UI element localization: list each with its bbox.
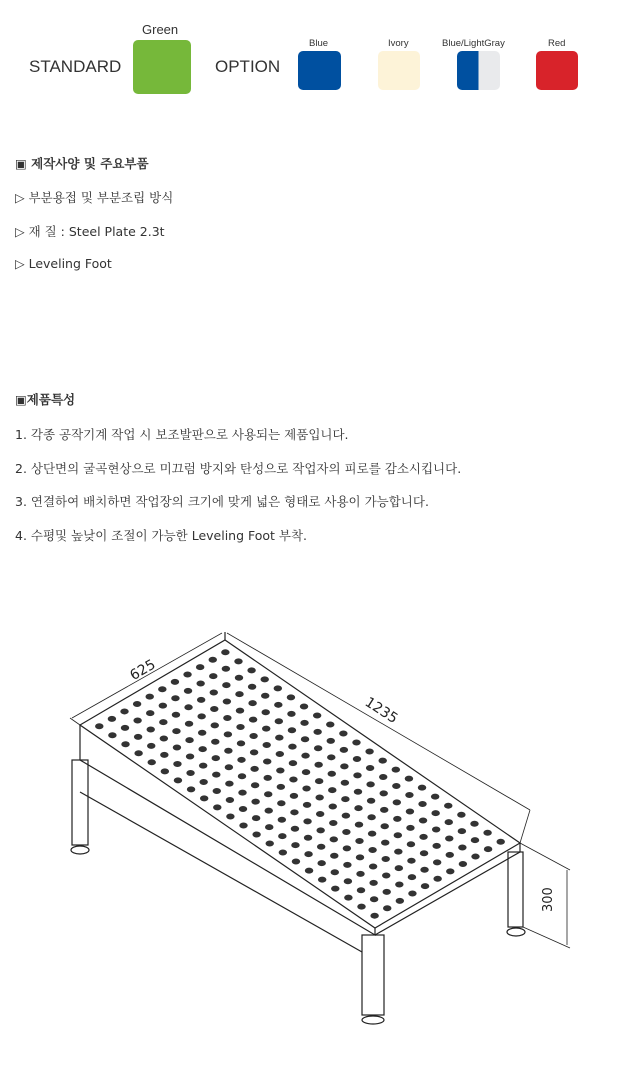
hole xyxy=(235,675,243,681)
hole xyxy=(121,725,129,731)
height-dimension: 300 xyxy=(541,887,556,912)
hole xyxy=(457,812,465,818)
hole xyxy=(343,845,351,851)
hole xyxy=(327,754,335,760)
hole xyxy=(394,832,402,838)
option-label: OPTION xyxy=(215,57,281,76)
hole-grid xyxy=(95,649,505,918)
hole xyxy=(223,715,231,721)
hole xyxy=(340,747,348,753)
hole xyxy=(470,821,478,827)
blue-lightgray-swatch xyxy=(457,51,500,90)
hole xyxy=(380,807,388,813)
hole xyxy=(381,840,389,846)
hole xyxy=(369,863,377,869)
hole xyxy=(318,877,326,883)
hole xyxy=(248,684,256,690)
hole xyxy=(328,771,336,777)
hole xyxy=(290,793,298,799)
hole xyxy=(394,849,402,855)
hole xyxy=(301,753,309,759)
hole xyxy=(248,700,256,706)
hole xyxy=(303,802,311,808)
hole xyxy=(382,872,390,878)
hole xyxy=(249,733,257,739)
hole xyxy=(210,706,218,712)
hole xyxy=(263,742,271,748)
hole xyxy=(134,750,142,756)
hole xyxy=(235,691,243,697)
hole xyxy=(369,880,377,886)
blue-label: Blue xyxy=(309,38,329,49)
hole xyxy=(344,895,352,901)
hole xyxy=(172,728,180,734)
hole xyxy=(313,729,321,735)
hole xyxy=(147,726,155,732)
hole xyxy=(288,727,296,733)
hole xyxy=(420,867,428,873)
hole xyxy=(266,841,274,847)
hole xyxy=(161,768,169,774)
hole xyxy=(172,712,180,718)
hole xyxy=(236,708,244,714)
leveling-foot xyxy=(507,928,525,936)
hole xyxy=(343,862,351,868)
hole xyxy=(184,704,192,710)
feature-item: 4. 수평및 높낮이 조절이 가능한 Leveling Foot 부착. xyxy=(15,528,308,543)
hole xyxy=(211,739,219,745)
hole xyxy=(199,779,207,785)
hole xyxy=(275,735,283,741)
hole xyxy=(300,703,308,709)
hole xyxy=(317,860,325,866)
hole xyxy=(302,769,310,775)
hole xyxy=(276,751,284,757)
hole xyxy=(251,782,259,788)
hole xyxy=(458,845,466,851)
hole xyxy=(342,813,350,819)
hole xyxy=(326,721,334,727)
hole xyxy=(226,813,234,819)
hole xyxy=(209,673,217,679)
hole xyxy=(484,846,492,852)
hole xyxy=(392,767,400,773)
hole xyxy=(274,685,282,691)
hole xyxy=(237,740,245,746)
hole xyxy=(329,804,337,810)
hole xyxy=(382,856,390,862)
hole xyxy=(314,762,322,768)
features-title: ▣제품특성 xyxy=(15,392,76,407)
hole xyxy=(314,745,322,751)
hole xyxy=(302,786,310,792)
hole xyxy=(249,717,257,723)
hole xyxy=(291,826,299,832)
hole xyxy=(315,795,323,801)
hole xyxy=(278,833,286,839)
hole xyxy=(197,697,205,703)
hole xyxy=(213,788,221,794)
hole xyxy=(288,744,296,750)
spec-title: ▣ 제작사양 및 주요부품 xyxy=(15,156,149,171)
hole xyxy=(370,896,378,902)
hole xyxy=(225,781,233,787)
hole xyxy=(419,834,427,840)
hole xyxy=(263,758,271,764)
hole xyxy=(368,831,376,837)
hole xyxy=(419,817,427,823)
hole xyxy=(209,657,217,663)
hole xyxy=(239,822,247,828)
hole xyxy=(418,801,426,807)
hole xyxy=(316,811,324,817)
hole xyxy=(133,717,141,723)
hole xyxy=(357,887,365,893)
hole xyxy=(459,861,467,867)
hole xyxy=(301,736,309,742)
green-label: Green xyxy=(142,22,179,37)
hole xyxy=(264,791,272,797)
hole xyxy=(224,731,232,737)
hole xyxy=(247,667,255,673)
hole xyxy=(262,726,270,732)
hole xyxy=(238,790,246,796)
hole xyxy=(158,686,166,692)
hole xyxy=(395,865,403,871)
hole xyxy=(421,883,429,889)
hole xyxy=(148,759,156,765)
hole xyxy=(237,757,245,763)
hole xyxy=(317,844,325,850)
hole xyxy=(277,800,285,806)
hole xyxy=(497,839,505,845)
hole xyxy=(278,817,286,823)
hole xyxy=(354,789,362,795)
hole xyxy=(238,773,246,779)
hole xyxy=(367,814,375,820)
hole xyxy=(276,767,284,773)
hole xyxy=(134,734,142,740)
hole xyxy=(354,805,362,811)
hole xyxy=(120,708,128,714)
hole xyxy=(327,738,335,744)
hole xyxy=(265,824,273,830)
hole xyxy=(198,730,206,736)
hole xyxy=(146,710,154,716)
hole xyxy=(174,777,182,783)
hole xyxy=(185,721,193,727)
hole xyxy=(370,913,378,919)
hole xyxy=(186,770,194,776)
hole xyxy=(313,712,321,718)
hole xyxy=(304,851,312,857)
hole xyxy=(221,649,229,655)
hole xyxy=(316,827,324,833)
hole xyxy=(471,854,479,860)
hole xyxy=(365,749,373,755)
red-label: Red xyxy=(548,38,566,49)
hole xyxy=(331,886,339,892)
hole xyxy=(121,741,129,747)
hole xyxy=(433,859,441,865)
hole xyxy=(393,816,401,822)
leg xyxy=(362,935,384,1015)
hole xyxy=(446,852,454,858)
hole xyxy=(275,718,283,724)
hole xyxy=(340,763,348,769)
hole xyxy=(300,720,308,726)
hole xyxy=(330,853,338,859)
hole xyxy=(159,719,167,725)
hole xyxy=(331,869,339,875)
standard-label: STANDARD xyxy=(29,57,122,76)
hole xyxy=(173,745,181,751)
hole xyxy=(185,737,193,743)
hole xyxy=(251,799,259,805)
blue-lightgray-label: Blue/LightGray xyxy=(442,38,505,49)
leg xyxy=(72,760,88,845)
hole xyxy=(431,810,439,816)
hole xyxy=(432,843,440,849)
hole xyxy=(160,736,168,742)
hole xyxy=(250,766,258,772)
hole xyxy=(431,794,439,800)
hole xyxy=(211,722,219,728)
hole xyxy=(380,790,388,796)
hole xyxy=(223,699,231,705)
hole xyxy=(187,786,195,792)
hole xyxy=(445,836,453,842)
leg xyxy=(508,852,523,927)
feature-item: 1. 각종 공작기계 작업 시 보조발판으로 사용되는 제품입니다. xyxy=(15,427,349,442)
hole xyxy=(292,859,300,865)
length-dimension-line xyxy=(227,633,530,810)
hole xyxy=(274,702,282,708)
hole xyxy=(261,676,269,682)
feature-item: 2. 상단면의 굴곡현상으로 미끄럼 방지와 탄성으로 작업자의 피로를 감소시킵니다. xyxy=(15,461,462,476)
leveling-foot xyxy=(362,1016,384,1024)
hole xyxy=(252,815,260,821)
hole xyxy=(183,671,191,677)
spec-item: ▷ Leveling Foot xyxy=(15,256,112,271)
hole xyxy=(261,693,269,699)
hole xyxy=(383,889,391,895)
hole xyxy=(160,752,168,758)
hole xyxy=(287,694,295,700)
red-swatch xyxy=(536,51,578,90)
leveling-foot xyxy=(71,846,89,854)
hole xyxy=(222,666,230,672)
hole xyxy=(212,755,220,761)
platform-drawing xyxy=(0,600,640,1040)
hole xyxy=(184,688,192,694)
hole xyxy=(171,695,179,701)
hole xyxy=(197,713,205,719)
hole xyxy=(236,724,244,730)
hole xyxy=(277,784,285,790)
spec-item: ▷ 재 질 : Steel Plate 2.3t xyxy=(15,224,165,239)
hole xyxy=(250,749,258,755)
hole xyxy=(392,783,400,789)
hole xyxy=(147,743,155,749)
hole xyxy=(405,776,413,782)
hole xyxy=(408,891,416,897)
hole xyxy=(379,758,387,764)
blue-swatch xyxy=(298,51,341,90)
hole xyxy=(133,701,141,707)
hole xyxy=(471,837,479,843)
hole xyxy=(344,878,352,884)
width-dimension: 625 xyxy=(127,656,159,684)
hole xyxy=(264,775,272,781)
hole xyxy=(366,765,374,771)
hole xyxy=(329,820,337,826)
hole xyxy=(159,703,167,709)
hole xyxy=(198,746,206,752)
hole xyxy=(406,825,414,831)
hole xyxy=(289,776,297,782)
hole xyxy=(305,868,313,874)
hole xyxy=(341,780,349,786)
hole xyxy=(108,732,116,738)
feature-item: 3. 연결하여 배치하면 작업장의 크기에 맞게 넓은 형태로 사용이 가능합니다. xyxy=(15,494,429,509)
hole xyxy=(366,781,374,787)
hole xyxy=(433,876,441,882)
hole xyxy=(353,772,361,778)
hole xyxy=(252,831,260,837)
hole xyxy=(355,838,363,844)
hole xyxy=(339,731,347,737)
hole xyxy=(407,841,415,847)
hole xyxy=(383,905,391,911)
hole xyxy=(420,850,428,856)
hole xyxy=(186,754,194,760)
hole xyxy=(265,808,273,814)
hole xyxy=(356,854,364,860)
hole xyxy=(226,797,234,803)
hole xyxy=(291,842,299,848)
spec-item: ▷ 부분용접 및 부분조립 방식 xyxy=(15,190,174,205)
hole xyxy=(342,829,350,835)
green-swatch xyxy=(133,40,191,94)
hole xyxy=(225,764,233,770)
hole xyxy=(196,664,204,670)
hole xyxy=(445,819,453,825)
ivory-label: Ivory xyxy=(388,38,409,49)
hole xyxy=(173,761,181,767)
hole xyxy=(444,803,452,809)
hole xyxy=(341,796,349,802)
length-dimension: 1235 xyxy=(361,694,401,728)
hole xyxy=(379,774,387,780)
hole xyxy=(224,748,232,754)
hole xyxy=(289,760,297,766)
hole xyxy=(406,808,414,814)
hole xyxy=(290,809,298,815)
ivory-swatch xyxy=(378,51,420,90)
hole xyxy=(407,858,415,864)
hole xyxy=(200,795,208,801)
hole xyxy=(303,818,311,824)
hole xyxy=(395,881,403,887)
hole xyxy=(405,792,413,798)
hole xyxy=(408,874,416,880)
hole xyxy=(446,868,454,874)
hole xyxy=(95,723,103,729)
hole xyxy=(199,763,207,769)
hole xyxy=(368,847,376,853)
hole xyxy=(458,828,466,834)
hole xyxy=(483,830,491,836)
hole xyxy=(432,826,440,832)
hole xyxy=(239,806,247,812)
hole xyxy=(357,904,365,910)
hole xyxy=(330,836,338,842)
hole xyxy=(171,679,179,685)
hole xyxy=(355,822,363,828)
hole xyxy=(396,898,404,904)
hole xyxy=(353,756,361,762)
hole xyxy=(356,871,364,877)
hole xyxy=(328,787,336,793)
platform-top xyxy=(80,640,520,928)
hole xyxy=(108,716,116,722)
hole xyxy=(418,785,426,791)
hole xyxy=(196,681,204,687)
hole xyxy=(222,682,230,688)
hole xyxy=(393,799,401,805)
hole xyxy=(234,658,242,664)
hole xyxy=(315,778,323,784)
hole xyxy=(287,711,295,717)
hole xyxy=(381,823,389,829)
hole xyxy=(210,690,218,696)
hole xyxy=(212,772,220,778)
hole xyxy=(279,850,287,856)
hole xyxy=(262,709,270,715)
hole xyxy=(367,798,375,804)
hole xyxy=(146,694,154,700)
hole xyxy=(304,835,312,841)
hole xyxy=(352,740,360,746)
hole xyxy=(213,804,221,810)
